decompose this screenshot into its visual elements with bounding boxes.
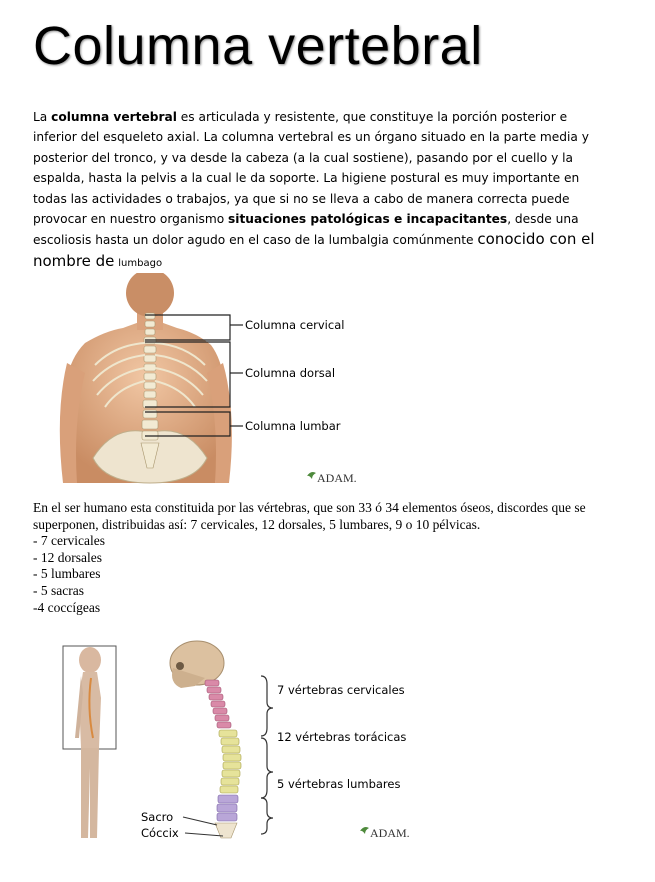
body-silhouette xyxy=(63,646,116,838)
thoracic-vertebrae xyxy=(219,730,241,793)
list-item: - 5 lumbares xyxy=(33,566,101,582)
label-toracicas: 12 vértebras torácicas xyxy=(277,730,407,744)
back-illustration xyxy=(60,273,232,483)
vertebrae-section xyxy=(33,500,623,616)
list-item: - 5 sacras xyxy=(33,582,84,598)
vertebrae-paragraph: En el ser humano esta constituida por las vértebras, que son 33 ó 34 elementos óseos, discordes que se superponen, distribuidas así: 7 cervicales, 12 dorsales, 5 lumbares, 9 o 10 pélvicas. xyxy=(33,500,586,532)
list-item: - 12 dorsales xyxy=(33,549,102,565)
adam-logo xyxy=(307,471,357,485)
lumbar-vertebrae xyxy=(217,795,238,821)
label-lumbar: Columna lumbar xyxy=(245,419,341,433)
cervical-vertebrae xyxy=(205,680,231,728)
spine-regions-figure xyxy=(55,273,385,488)
label-sacro: Sacro xyxy=(141,810,174,824)
svg-text:ADAM.: ADAM. xyxy=(370,826,410,840)
bold-term: situaciones patológicas e incapacitantes xyxy=(228,212,508,227)
bold-term: columna vertebral xyxy=(51,110,177,124)
label-dorsal: Columna dorsal xyxy=(245,366,336,380)
spine-lateral-figure xyxy=(55,638,455,843)
label-lumbares: 5 vértebras lumbares xyxy=(277,777,401,791)
label-coccix: Cóccix xyxy=(141,826,179,840)
svg-text:ADAM.: ADAM. xyxy=(317,471,357,485)
label-cervical: Columna cervical xyxy=(245,318,345,332)
adam-logo xyxy=(360,826,410,840)
page-title: Columna vertebral xyxy=(33,16,483,76)
vertebrae-list xyxy=(33,533,623,616)
list-item: -4 coccígeas xyxy=(33,599,101,615)
list-item: - 7 cervicales xyxy=(33,533,105,549)
label-cervicales: 7 vértebras cervicales xyxy=(277,683,405,697)
intro-paragraph: La columna vertebral es articulada y resistente, que constituye la porción posterior e inferior del esqueleto axial. La columna vertebral es un órgano situado en la parte media y posterior del tronco, y va desde la cabeza (a la cual sostiene), pasando por el cuello y la espalda, hasta la pelvis a la cual le da soporte. La higiene postural es muy importante en todas las actividades o trabajos, ya que si no se lleva a cabo de manera correcta puede provocar en nuestro organismo situaciones patológicas e incapacitantes, desde una escoliosis hasta un dolor agudo en el caso de la lumbalgia comúnmente conocido con el nombre de lumbago xyxy=(33,110,595,270)
